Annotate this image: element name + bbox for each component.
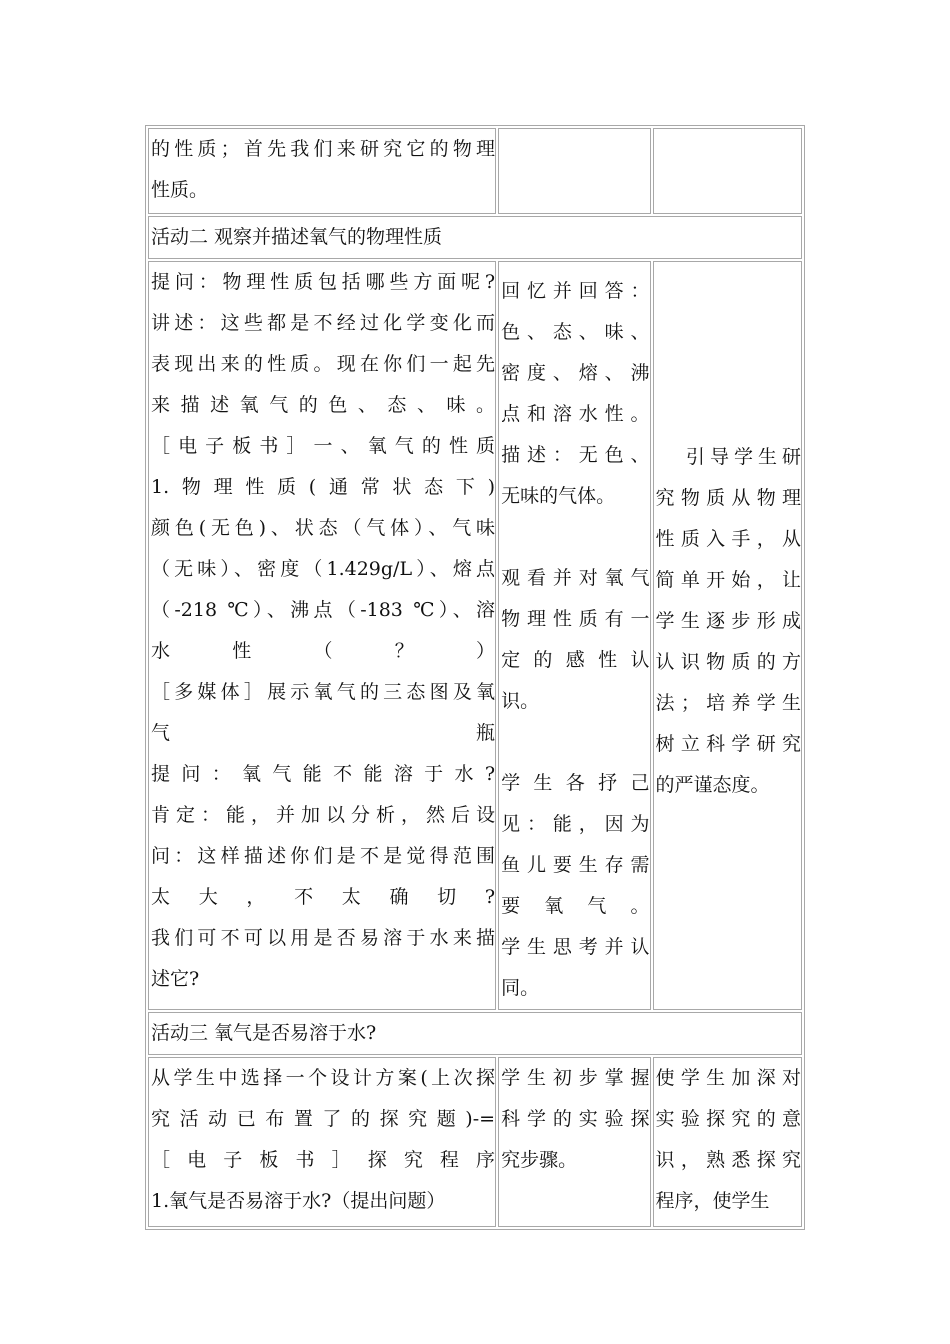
text-line: 1.物理性质(通常状态下) — [151, 476, 496, 498]
text-line: ［电子板书］探究程序 — [151, 1149, 496, 1171]
section-title-activity-3: 活动三 氧气是否易溶于水? — [148, 1012, 802, 1055]
text-line — [501, 722, 649, 763]
teacher-activity-cell — [148, 128, 496, 214]
text-line: 的严谨态度。 — [655, 774, 770, 796]
text-line: 究活动已布置了的探究题)-= — [151, 1108, 496, 1130]
student-activity-cell — [498, 1057, 650, 1227]
text-line: 树立科学研究 — [655, 733, 801, 755]
text-line: 表现出来的性质。现在你们一起先 — [151, 353, 496, 375]
text-line: 无味的气体。 — [501, 485, 616, 507]
text-line: 识，熟悉探究 — [655, 1149, 801, 1171]
section-row — [148, 1012, 802, 1055]
text-line: 识。 — [501, 690, 540, 712]
section-title-activity-2: 活动二 观察并描述氧气的物理性质 — [148, 216, 802, 259]
teacher-activity-cell — [148, 261, 496, 1010]
text-line: 肯定：能，并加以分析，然后设 — [151, 804, 496, 826]
text-line: 法；培养学生 — [655, 692, 801, 714]
text-line: 学生逐步形成 — [655, 610, 801, 632]
section-row — [148, 216, 802, 259]
text-line: （-218 ℃）、沸点（-183 ℃）、溶 — [151, 599, 496, 621]
design-intent-cell — [653, 128, 802, 214]
text-line: 气瓶 — [151, 722, 496, 744]
text-line: 观看并对氧气 — [501, 567, 650, 589]
text-line: 太大，不太确切? — [151, 886, 496, 908]
text-line: 来描述氧气的色、态、味。 — [151, 394, 496, 416]
student-activity-cell — [498, 261, 650, 1010]
text-line: 实验探究的意 — [655, 1108, 801, 1130]
text-line: 水性（？） — [151, 640, 496, 662]
text-line: 鱼儿要生存需 — [501, 854, 650, 876]
student-activity-cell — [498, 128, 650, 214]
text-line: 究步骤。 — [501, 1149, 578, 1171]
text-line: 密度、熔、沸 — [501, 362, 650, 384]
text-line: 点和溶水性。 — [501, 403, 650, 425]
text-line: 认识物质的方 — [655, 651, 801, 673]
text-line: 1.氧气是否易溶于水?（提出问题） — [151, 1190, 446, 1212]
text-line: 从学生中选择一个设计方案(上次探 — [151, 1067, 496, 1089]
design-intent-cell — [653, 1057, 802, 1227]
text-line: 述它? — [151, 968, 200, 990]
teacher-activity-cell — [148, 1057, 496, 1227]
text-line: 究物质从物理 — [655, 487, 801, 509]
text-line: 色、态、味、 — [501, 321, 650, 343]
text-line: 回忆并回答： — [501, 280, 650, 302]
text-line: 学生思考并认 — [501, 936, 650, 958]
text-line: 引导学生研 — [685, 446, 801, 468]
lesson-plan-table — [145, 125, 805, 1230]
text-line: 同。 — [501, 977, 540, 999]
table-row — [148, 128, 802, 214]
text-line: 问：这样描述你们是不是觉得范围 — [151, 845, 496, 867]
text-line — [501, 517, 649, 558]
text-line: 见：能，因为 — [501, 813, 650, 835]
text-line: 提问：物理性质包括哪些方面呢? — [151, 271, 496, 293]
text-line: 物理性质有一 — [501, 608, 650, 630]
text-line: 颜色(无色)、状态（气体）、气味 — [151, 517, 496, 539]
text-line: 学生初步掌握 — [501, 1067, 650, 1089]
text-line: 学生各抒己 — [501, 772, 650, 794]
text-line: 的性质；首先我们来研究它的物理 — [151, 138, 496, 160]
text-line: ［多媒体］展示氧气的三态图及氧 — [151, 681, 496, 703]
text-line: 性质。 — [151, 179, 209, 201]
table-row — [148, 261, 802, 1010]
text-line: 描述：无色、 — [501, 444, 650, 466]
text-line: 提问：氧气能不能溶于水? — [151, 763, 496, 785]
text-line: 科学的实验探 — [501, 1108, 650, 1130]
text-line: 使学生加深对 — [655, 1067, 801, 1089]
text-line: 定的感性认 — [501, 649, 650, 671]
text-line: ［电子板书］一、氧气的性质 — [151, 435, 496, 457]
text-line: 简单开始，让 — [655, 569, 801, 591]
text-line: 要氧气。 — [501, 895, 650, 917]
text-line: 我们可不可以用是否易溶于水来描 — [151, 927, 496, 949]
design-intent-cell — [653, 261, 802, 1010]
table-row — [148, 1057, 802, 1227]
text-line: 程序，使学生 — [655, 1190, 770, 1212]
text-line: （无味）、密度（1.429g/L）、熔点 — [151, 558, 496, 580]
text-line: 性质入手，从 — [655, 528, 801, 550]
text-line: 讲述：这些都是不经过化学变化而 — [151, 312, 496, 334]
